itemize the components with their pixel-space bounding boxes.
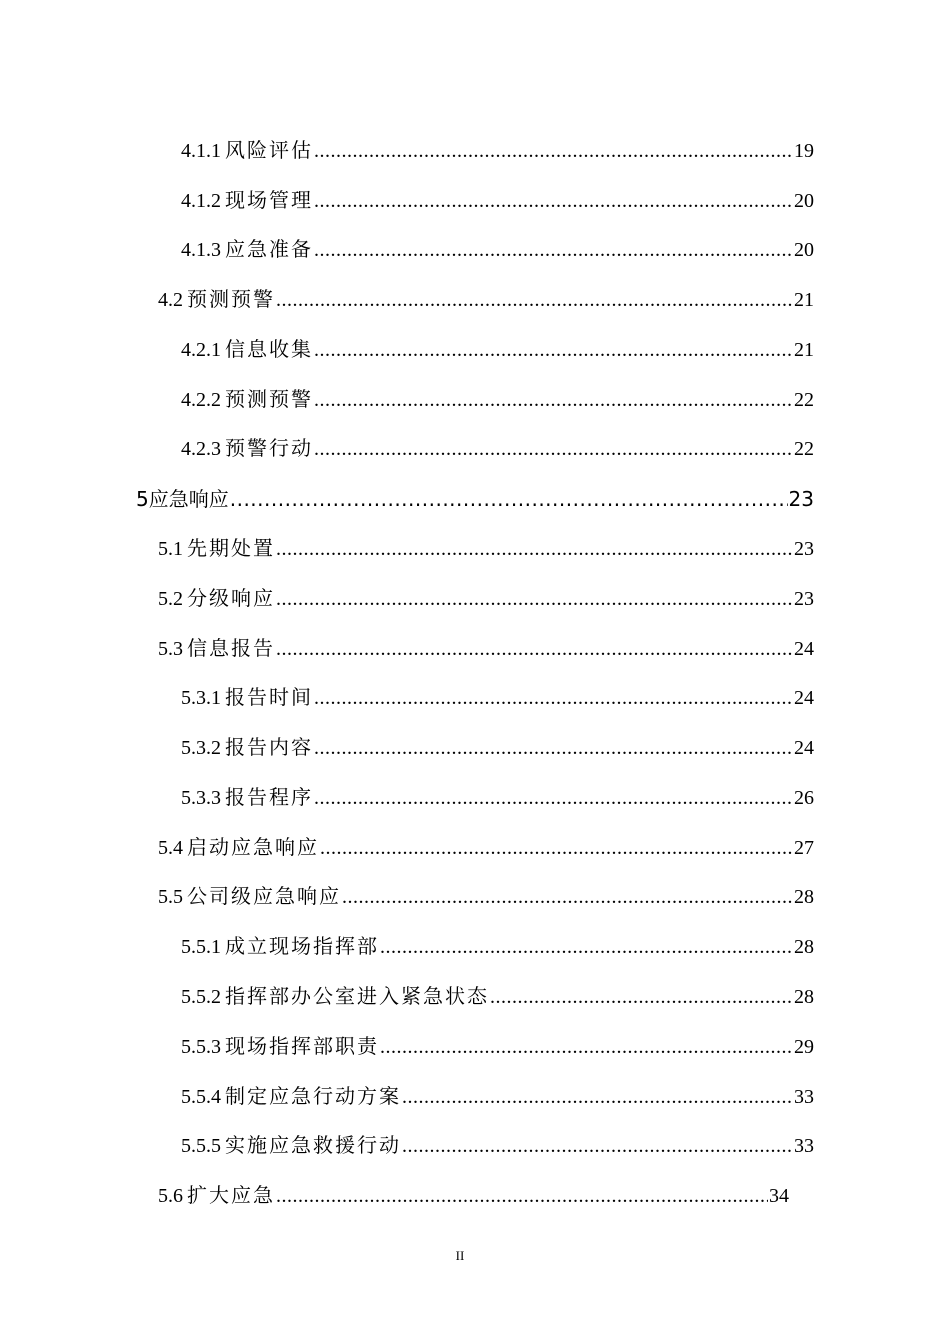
toc-entry-title: 预测预警 <box>225 389 313 411</box>
toc-leader-dots <box>276 634 793 664</box>
toc-entry-page: 23 <box>794 588 814 610</box>
toc-entry-title: 风险评估 <box>225 140 313 162</box>
toc-leader-dots <box>402 1082 793 1112</box>
toc-entry-title: 应急响应 <box>148 487 229 511</box>
toc-leader-dots <box>276 285 793 315</box>
toc-entry-page: 26 <box>794 787 814 809</box>
toc-entry-4-2-1[interactable] <box>181 335 814 365</box>
toc-entry-number: 5.3 <box>158 638 183 660</box>
toc-entry-number: 5.6 <box>158 1185 183 1207</box>
toc-entry-title: 分级响应 <box>187 588 275 610</box>
toc-leader-dots <box>314 385 793 415</box>
toc-entry-title: 信息报告 <box>187 638 275 660</box>
toc-entry-page: 27 <box>794 837 814 859</box>
toc-entry-number: 5.3.1 <box>181 687 221 709</box>
toc-leader-dots <box>314 783 793 813</box>
toc-leader-dots <box>314 434 793 464</box>
toc-entry-page: 20 <box>794 190 814 212</box>
toc-entry-number: 5.5.5 <box>181 1135 221 1157</box>
toc-entry-page: 19 <box>794 140 814 162</box>
toc-entry-page: 24 <box>794 737 814 759</box>
toc-entry-number: 5.5.3 <box>181 1036 221 1058</box>
toc-entry-number: 5.5.1 <box>181 936 221 958</box>
toc-entry-page: 23 <box>794 538 814 560</box>
toc-entry-5-3-1[interactable] <box>181 683 814 713</box>
toc-entry-number: 4.1.3 <box>181 239 221 261</box>
toc-entry-title: 启动应急响应 <box>187 837 319 859</box>
toc-leader-dots <box>314 733 793 763</box>
toc-entry-title: 报告程序 <box>225 787 313 809</box>
toc-entry-number: 5.4 <box>158 837 183 859</box>
toc-entry-4-1-3[interactable] <box>181 235 814 265</box>
toc-entry-5[interactable] <box>136 484 814 514</box>
toc-entry-5-3-2[interactable] <box>181 733 814 763</box>
toc-entry-page: 21 <box>794 289 814 311</box>
toc-leader-dots <box>490 982 793 1012</box>
toc-entry-number: 5.3.2 <box>181 737 221 759</box>
toc-entry-5-5-4[interactable] <box>181 1082 814 1112</box>
toc-entry-number: 4.2.3 <box>181 438 221 460</box>
toc-entry-5-2[interactable] <box>158 584 814 614</box>
toc-entry-page: 33 <box>794 1086 814 1108</box>
toc-entry-page: 21 <box>794 339 814 361</box>
toc-entry-title: 成立现场指挥部 <box>225 936 379 958</box>
toc-entry-4-1-2[interactable] <box>181 186 814 216</box>
toc-leader-dots <box>320 833 793 863</box>
toc-entry-number: 5 <box>136 487 149 511</box>
toc-entry-number: 5.2 <box>158 588 183 610</box>
toc-entry-4-2-3[interactable] <box>181 434 814 464</box>
toc-entry-page: 28 <box>794 886 814 908</box>
toc-entry-5-5-5[interactable] <box>181 1131 814 1161</box>
toc-entry-title: 先期处置 <box>187 538 275 560</box>
toc-entry-title: 预测预警 <box>187 289 275 311</box>
toc-entry-page: 33 <box>794 1135 814 1157</box>
toc-entry-number: 4.1.2 <box>181 190 221 212</box>
toc-entry-5-1[interactable] <box>158 534 814 564</box>
toc-entry-number: 5.1 <box>158 538 183 560</box>
toc-entry-page: 34 <box>769 1185 789 1207</box>
toc-leader-dots <box>276 584 793 614</box>
toc-leader-dots <box>230 484 788 514</box>
toc-entry-5-3-3[interactable] <box>181 783 814 813</box>
toc-entry-title: 报告时间 <box>225 687 313 709</box>
toc-entry-page: 24 <box>794 687 814 709</box>
toc-leader-dots <box>342 882 793 912</box>
toc-entry-title: 预警行动 <box>225 438 313 460</box>
toc-entry-page: 20 <box>794 239 814 261</box>
toc-leader-dots <box>276 1181 768 1211</box>
toc-entry-title: 应急准备 <box>225 239 313 261</box>
toc-entry-page: 22 <box>794 389 814 411</box>
toc-leader-dots <box>276 534 793 564</box>
toc-entry-number: 4.2 <box>158 289 183 311</box>
toc-entry-number: 4.2.2 <box>181 389 221 411</box>
toc-leader-dots <box>402 1131 793 1161</box>
toc-entry-number: 5.5 <box>158 886 183 908</box>
toc-entry-5-5[interactable] <box>158 882 814 912</box>
toc-entry-title: 现场管理 <box>225 190 313 212</box>
toc-entry-page: 23 <box>788 487 814 511</box>
toc-entry-title: 信息收集 <box>225 339 313 361</box>
toc-entry-number: 5.5.2 <box>181 986 221 1008</box>
toc-entry-5-6[interactable] <box>158 1181 789 1211</box>
toc-entry-5-5-2[interactable] <box>181 982 814 1012</box>
page-number: II <box>455 1248 465 1263</box>
toc-entry-title: 现场指挥部职责 <box>225 1036 379 1058</box>
toc-leader-dots <box>314 235 793 265</box>
toc-entry-title: 公司级应急响应 <box>187 886 341 908</box>
toc-leader-dots <box>380 1032 793 1062</box>
toc-leader-dots <box>314 136 793 166</box>
toc-entry-number: 4.2.1 <box>181 339 221 361</box>
toc-entry-5-5-1[interactable] <box>181 932 814 962</box>
toc-entry-4-1-1[interactable] <box>181 136 814 166</box>
toc-entry-title: 报告内容 <box>225 737 313 759</box>
toc-entry-title: 指挥部办公室进入紧急状态 <box>225 986 489 1008</box>
toc-entry-page: 22 <box>794 438 814 460</box>
toc-leader-dots <box>314 335 793 365</box>
toc-entry-title: 制定应急行动方案 <box>225 1086 401 1108</box>
toc-entry-title: 扩大应急 <box>187 1185 275 1207</box>
toc-entry-title: 实施应急救援行动 <box>225 1135 401 1157</box>
toc-entry-number: 4.1.1 <box>181 140 221 162</box>
toc-entry-page: 29 <box>794 1036 814 1058</box>
toc-leader-dots <box>314 683 793 713</box>
toc-entry-number: 5.5.4 <box>181 1086 221 1108</box>
toc-entry-page: 28 <box>794 936 814 958</box>
toc-entry-5-5-3[interactable] <box>181 1032 814 1062</box>
toc-entry-page: 24 <box>794 638 814 660</box>
toc-leader-dots <box>380 932 793 962</box>
toc-entry-number: 5.3.3 <box>181 787 221 809</box>
toc-entry-4-2-2[interactable] <box>181 385 814 415</box>
toc-entry-5-4[interactable] <box>158 833 814 863</box>
toc-entry-page: 28 <box>794 986 814 1008</box>
toc-leader-dots <box>314 186 793 216</box>
toc-entry-5-3[interactable] <box>158 634 814 664</box>
toc-entry-4-2[interactable] <box>158 285 814 315</box>
